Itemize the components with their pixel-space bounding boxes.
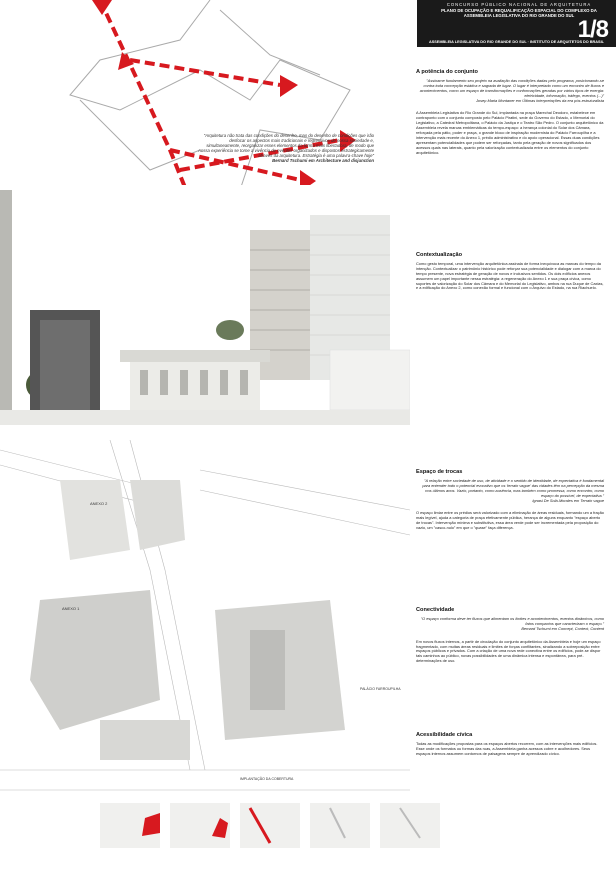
- author-conectividade: Bernard Tschumi em Concept, Context, Content: [521, 625, 604, 631]
- heading-trocas: Espaço de trocas: [416, 469, 463, 475]
- diagram-strip: [100, 798, 480, 853]
- section-contextualizacao: [416, 253, 604, 291]
- quote-trocas: "A relação entre sociedade de uso, de atividade e o sentido de identidade, de expectativa é fundamental para entender todo o potencial evocativo que os 'terrain vague' das cidades têm na percepção da mesma nos últimos anos. Vazio, portanto, como ausência, mas também como promessa, como encontro, como espaço do possível, de expectativa.": [422, 477, 604, 498]
- section-acessibilidade: [416, 733, 604, 757]
- section-conectividade: [416, 608, 604, 664]
- diagram-thumbnails: [100, 798, 480, 853]
- body-contextualizacao: Como gesto temporal, uma intervenção arquitetônica assinala de forma inequívoca as marcas do tempo da intenção. Contextualizar o patrimônio histórico pode reforçar sua potencialidade e dialogar com a marca do tempo presente, nova estratégia de geração de novos e inclusivos sentidos. Os dois edifícios anexos assumem um papel importante nessa estratégia: a regeneração do Anexo 1 e sua praça cívica, como suportes de valorização do Solar dos Câmara e do Memorial do Legislativo, ambos na rua Duque de Caxias, e a edificação do Anexo 2, como conexão formal e funcional com o Arquivo do Estado, na rua Riachuelo.: [416, 260, 604, 291]
- body-acessibilidade: Todas as modificações propostas para os espaços abertos recorrem, com as intervenções mais edifícios. Esse onde os formatos ou formas das ruas, a Assembleia ganha acessos cobre e acolhedores. Seus espaços internos assumem contornos de paisagens sempre de aprendizado cívico.: [416, 740, 598, 756]
- board-number: 1/8: [577, 16, 608, 43]
- label-anexo1: ANEXO 1: [62, 606, 80, 611]
- tschumi-quote: [196, 133, 374, 164]
- competition-title: CONCURSO PÚBLICO NACIONAL DE ARQUITETURA: [446, 2, 592, 7]
- heading-contextualizacao: Contextualização: [416, 252, 463, 258]
- heading-acessibilidade: Acessibilidade cívica: [416, 732, 473, 738]
- title-block: [417, 0, 616, 47]
- perspective-render: [0, 185, 410, 425]
- label-palacio: PALÁCIO FARROUPILHA: [360, 687, 401, 691]
- building-render: [0, 185, 410, 425]
- section-trocas: [416, 470, 604, 531]
- author-potencia: Josep Maria Montaner em Últimas interpretações da era pós-estruturalista: [475, 97, 604, 103]
- label-street: IMPLANTAÇÃO DA COBERTURA: [240, 777, 294, 781]
- body-potencia: A Assembleia Legislativa do Rio Grande do Sul, implantada na praça Marechal Deodoro, estabelece em contraponto com o conjunto composto pelo Palácio Piratini, sede do Governo do Estado, o Memorial do Legislativo, a Catedral Metropolitana, o Palácio da Justiça e o Teatro São Pedro. O conjunto arquitetônico da Assembleia revela marcas emblemáticas do tempo-espaço: a herança colonial do Solar dos Câmara, reforçada pela pátio, poder e praça, o grande bloco de inspiração modernista do Palácio Farroupilha e a intervenção mais recente do Anexo 1, prédio administrativo e do apoio operacional. Essas duas condições apresentam potencialidades que podem ser reforçadas, tanto pela geração de novos significados dos acessos quais nas laterais, quanto pela valorização contextualizada entre os elementos do conjunto arquitetônico.: [416, 110, 604, 155]
- site-plan: [0, 440, 410, 810]
- section-potencia: [416, 70, 604, 156]
- quote-potencia: "Assiname fundamento seu projeto na avaliação das condições dadas pelo programa, posicionando-se contra toda concepção estática e sagrada de lugar. O lugar é interpretado como um encontro de fluxos e acontecimentos, como um espaço de transformações e conformações geradas por vários tipos de energia: eletricidade, informação, tráfego, eventos (...)": [419, 77, 604, 98]
- heading-potencia: A potência do conjunto: [416, 69, 478, 75]
- label-anexo2: ANEXO 2: [90, 501, 108, 506]
- quote-author: Bernard Tschumi em Architecture and disjunction: [272, 158, 374, 164]
- plan-drawing: [0, 440, 410, 810]
- author-trocas: Ignasi De Solà-Morales em Terrain vague: [532, 497, 604, 503]
- quote-conectividade: "O espaço conforma deve ter fluxos que alimentam os limites e acontecimentos, eventos dinâmicos, como fatos compactos que caracterizam o espaço.": [420, 615, 604, 626]
- body-conectividade: Em novos fluxos internos, a partir de circulação do conjunto arquitetônico da Assembleia e hoje um espaço fragmentado, com muitas áreas residuais e limites de forças conflitantes, sinalizando a sobreposição entre espaços públicos e privados. Com a criação de uma nova rede conectiva entre os edifícios, pode-se dispor tais caminhos ao público, novas possibilidades de uma dinâmica intensa e espontânea, para pré-determinações de uso.: [416, 638, 601, 664]
- body-trocas: O espaço limiar entre os prédios será valorizado com a eliminação de áreas residuais, formando um a fração mais legível, ajuda a categoria de praça efetivamente pública, herança de alguns enquanto "espaço aberto de trocas". Intervenção mínima e substitutiva, essa área verde pode ser incrementada pela proposição do vazio, um "casco-nulo" em que o "quase" faça diferença.: [416, 510, 604, 531]
- project-title: PLANO DE OCUPAÇÃO E REQUALIFICAÇÃO ESPACIAL DO COMPLEXO DA ASSEMBLEIA LEGISLATIVA DO RIO GRANDE DO SUL: [441, 8, 597, 18]
- quote-text: "Arquitetura não trata das condições do desenho, mas do desenho de condições que irão desfocar os aspectos mais tradicionais e regressivos de nossa sociedade e, simultaneamente, reorganizar esses elementos da forma mais libertadora, de modo que nossa experiência se torne a vivência de eventos organizados e dispostos estrategicamente através da arquitetura. Estratégia é uma palavra-chave hoje": [198, 133, 374, 159]
- heading-conectividade: Conectividade: [416, 607, 455, 613]
- organizers: ASSEMBLEIA LEGISLATIVA DO RIO GRANDE DO SUL · INSTITUTO DE ARQUITETOS DO BRASIL: [429, 40, 604, 44]
